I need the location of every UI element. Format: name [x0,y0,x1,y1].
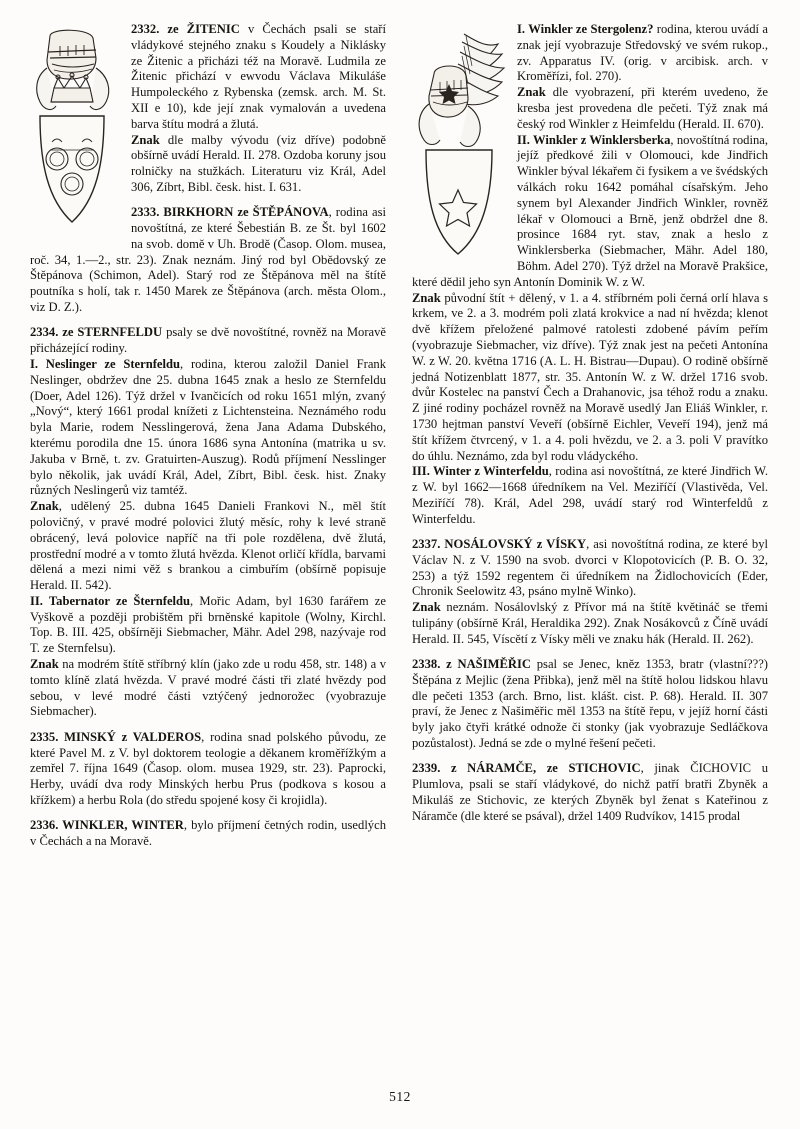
entry-winkler-paragraph-1: I. Winkler ze Stergolenz? rodina, kterou uvádí a znak její vyobrazuje Středovský ve svém rukop., zv. Apparatus IV. (orig. v arcibisk. arch. v Kroměřízi, fol. 270). [517,22,768,84]
entry-2336-paragraph-1: 2336. WINKLER, WINTER, bylo příjmení četných rodin, usedlých v Čechách a na Moravě. [30,818,386,849]
entry-2339 [412,761,768,824]
entry-2338 [412,657,768,752]
entry-2337-paragraph-1: 2337. NOSÁLOVSKÝ z VÍSKY, asi novoštítná rodina, ze které byl Václav N. z V. 1590 na svob. dvorci v Klopotovicích (P. B. O. 32, 253) a týž 1592 regentem či úředníkem na Židlochovicích (Eder, Chronik Seelowitz 43, psáno mylně Winko). [412,537,769,599]
entry-winkler-stergolenz [412,22,768,528]
entry-2339-paragraph-1: 2339. z NÁRAMČE, ze STICHOVIC, jinak ČICHOVIC u Plumlova, psali se staří vládykové, do nichž patří bratři Zbyněk a Mikuláš ze Stichovic, ze kterých Zbyněk byl ženat s Kateřinou z Náramče (dle které se psával), držel 1409 Rudvíkov, 1415 prodal [412,761,768,823]
entry-2332 [30,22,386,196]
entry-2334-paragraph-4: II. Tabernator ze Šternfeldu, Mořic Adam, byl 1630 farářem ze Vyškově a později probištěm při brněnské kapitole (Wolny, Kirchl. Top. B. III. 425, obšírněji Siebmacher, Mähr. Adel 298, nazývaje rod T. ze Sternfelsu). [30,593,386,656]
helmet-crest-icon [30,24,122,242]
entry-winkler-paragraph-2: Znak dle vyobrazení, při kterém uvedeno, že kresba jest provedena dle pečeti. Týž znak má český rod Winkler z Heimfeldu (Herald. II. 670). [517,85,768,131]
entry-2333-paragraph-1: 2333. BIRKHORN ze ŠTĚPÁNOVA, rodina asi novoštítná, ze které Šebestián B. ze Št. byl 1602 na svob. domě v Uh. Brodě (Časop. Olom. musea, roč. 34, 1.—2., str. 23). Znak neznám. Jiný rod byl Obědovský ze Štěpánova (Schimon, Adel). Starý rod ze Štěpánova měl na štítě poutníka s holí, tak r. 1450 Marek ze Štěpánova (arch. města Olom., viz D. Z.). [30,205,386,315]
entry-2334-paragraph-1: 2334. ze STERNFELDU psaly se dvě novoštítné, rovněž na Moravě přicházející rodiny. [30,325,386,356]
helmet-crest-plumes-icon [412,22,508,258]
page-number: 512 [389,1089,411,1104]
entry-2337-paragraph-2: Znak neznám. Nosálovlský z Přívor má na štítě květináč se třemi tulipány (obšírně Král, Heraldika 292). Znak Nosákovců z Číně uvádí Herald. II. 545, Víscětí z Vísky měli ve znaku hák (Herald. II. 262). [412,600,768,646]
entry-2336 [30,818,386,850]
entry-2334-paragraph-2: I. Neslinger ze Sternfeldu, rodina, kterou založil Daniel Frank Neslinger, obdržev dne 25. dubna 1645 znak a heslo ze Sternfeldu (Doer, Adel 126). Týž držel v Ivančicích od roku 1651 mlýn, zvaný „Nový“, který 1661 prodal knížeti z Lichtensteina. Neznámého rodu byla Marie, rodem Nesslingerová, žena Jana Adama Dubského, kterému porodila dne 15. února 1686 syna Antonína (matrika u sv. Jakuba v Brně, t. zv. Gratuirten-Auszug). Rodů příjmení Nesslinger bylo několik, jak uvádí Král, Adel, Zíbrt, Bibl. česk. hist. Znaky různých Neslingerů viz tamtéž. [30,356,386,498]
left-column [30,22,386,1072]
two-column-layout [30,22,770,1072]
entry-2332-paragraph-2: Znak dle malby vývodu (viz dříve) podobně obšírně uvádí Herald. II. 278. Ozdoba koruny jsou rolničky na stužkách. Literaturu viz Král, Adel 306, Zíbrt, Bibl. česk. hist. I. 631. [131,132,386,194]
entry-winkler-paragraph-5: III. Winter z Winterfeldu, rodina asi novoštítná, ze které Jindřich W. z W. byl 1662—1668 úředníkem na Vel. Meziříčí (Vlastivěda, Vel. Meziříčí 78). Král, Adel 298, uvádí starý rod Winterfeldů z Winterfeldu. [412,464,769,526]
entry-2334-paragraph-5: Znak na modrém štítě stříbrný klín (jako zde u rodu 458, str. 148) a v tomto klíně zlatá hvězda. V pravé modré části tři zlaté hvězdy pod sebou, v levé modré části vztýčený jednorožec (vyobrazuje Siebmacher). [30,657,386,719]
entry-2334-paragraph-3: Znak, udělený 25. dubna 1645 Danieli Frankovi N., měl štít polovičný, v pravé modré polovici žlutý měsíc, rohy k levé straně obrácený, levá polovice napříč na tři pole rozdělena, dvě žlutá, prostřední modré a v tomto žlutá hvězda. Klenot orličí křídla, barvami dělená a mezi nimi věž s brankou a cimbuřím (obšírně popisuje Herald. II. 542). [30,499,386,593]
entry-2335-paragraph-1: 2335. MINSKÝ z VALDEROS, rodina snad polského původu, ze které Pavel M. z V. byl doktorem teologie a děkanem kroměřížkým a zemřel 7. října 1649 (Časop. olom. musea 1929, str. 23). Paprocki, Herby, uvádí dva rody Minských herbu Prus (podkova s kosou a křížkem) a herbu Rola (do středu spojené kosy či krojidla). [30,729,387,807]
right-column [412,22,768,1072]
entry-winkler-paragraph-4: Znak původní štít + dělený, v 1. a 4. stříbrném poli černá orlí hlava s krkem, ve 2. a 3. modrém poli zlatá krokvice a nad ní hvězda; klenot dvě křížem přeložené palmové ratolesti zdobené pávím peřím (vyobrazuje Siebmacher, viz dříve). Týž znak jest na pečeti Antonína W. z W. 20. května 1716 (A. L. H. Bistrau—Dupau). O rodině obšírně jedná Notizenblatt 1877, str. 35. Antonín W. z W. držel 1716 svob. dvůr Kostelec na panství Čech a Drahanovic, jsa téhož rodu a znaku. Z jiné rodiny pocházel rovněž na Moravě usedlý Jan Eliáš Winkler, r. 1730 hejtman panství Veveří (obšírně Eichler, Veveří 194), jenž má štít křížem čtvrcený, v 1. a 4. poli hvězdu, ve 2. a 3. poli V pravítko do úhlu. Neznámo, zda byl rodu vládyckého. [412,290,768,463]
entry-2335 [30,730,386,809]
entry-2338-paragraph-1: 2338. z NAŠIMĚŘIC psal se Jenec, kněz 1353, bratr (vlastní???) Štěpána z Mejlic (žena Přibka), jenž měl na štítě holou lidskou hlavu dle pečeti 1353 (arch. Brno, list. klášt. cist. P. 68). Herald. II. 307 praví, že Jenec z Našiměřic měl 1353 na štítě řepu, v jejíž horní části byly jako čtyři krátké odnože či stonky (jak vyobrazuje Sedláčkova pozůstalost). Jedná se zde o mylné řešení pečeti. [412,657,768,751]
entry-2334 [30,325,386,720]
entry-winkler-paragraph-3: II. Winkler z Winklersberka, novoštítná rodina, jejíž předkové žili v Olomouci, kde Jindřich Winkler býval lékařem či fysikem a ve švédských válkách roku 1642 pomáhal císařským. Jeho synem byl Alexander Jindřich Winkler, rovněž lékař v Olomouci a Brně, jenž obdržel dne 8. prosince 1684 ryt. stav, znak a heslo z Winklersberka (Siebmacher, Mähr. Adel 180, Böhm. Adel 270). Týž držel na Moravě Prakšice, které dědil jeho syn Antonín Dominik W. z W. [412,132,768,289]
entry-2337 [412,537,768,648]
entry-2332-paragraph-1: 2332. ze ŽITENIC v Čechách psali se staří vládykové stejného znaku s Koudely a Niklásky ze Žitenic a přicházi též na Moravě. Ludmila ze Žitenic přichází v ewvodu Václava Mikuláše Humpoleckého z Rybenska (zemsk. arch. M. St. XII e 10), kde její znak vymalován a uvedena barva štítu modrá a žlutá. [131,22,386,131]
